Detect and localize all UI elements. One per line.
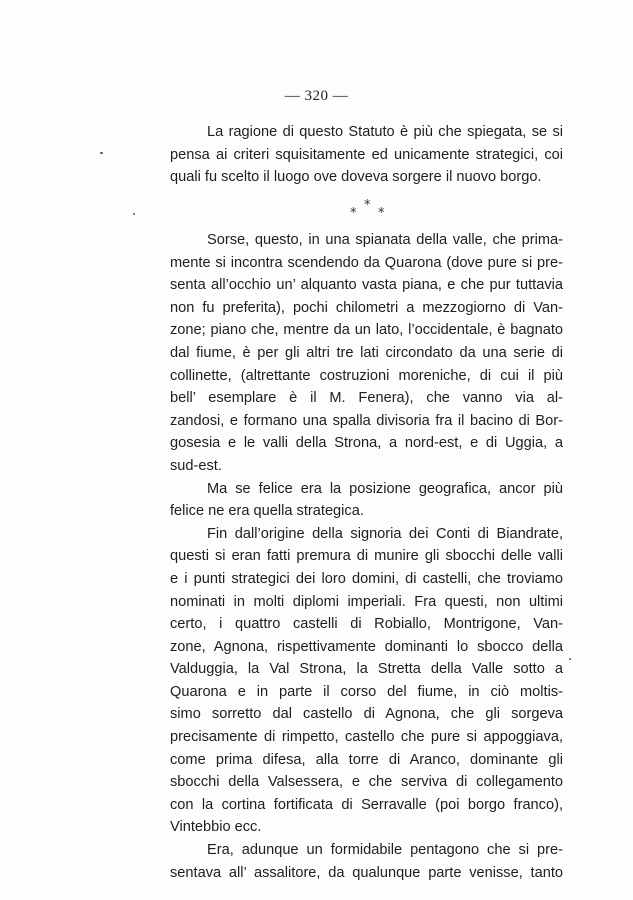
separator-star: * <box>350 206 357 221</box>
scan-speck <box>133 213 135 215</box>
text-line: dal fiume, è per gli altri tre lati circondato da una serie di <box>170 344 563 361</box>
paragraph-castelli <box>170 523 563 839</box>
text-line: quali fu scelto il luogo ove doveva sorgere il nuovo borgo. <box>170 169 542 186</box>
text-line: sud-est. <box>170 457 222 474</box>
main-text <box>170 229 563 884</box>
text-line: collinette, (altrettante costruzioni moreniche, di cui il più <box>170 367 563 384</box>
text-line: e i punti strategici dei loro domini, di castelli, che troviamo <box>170 570 563 587</box>
text-line: bell’ esemplare è il M. Fenera), che vanno via al- <box>170 390 563 407</box>
text-line: sentava all’ assalitore, da qualunque parte venisse, tanto <box>170 864 563 881</box>
text-line: Vintebbio ecc. <box>170 819 262 836</box>
text-line: con la cortina fortificata di Serravalle (poi borgo franco), <box>170 796 563 813</box>
text-line: Quarona e in parte il corso del fiume, in ciò moltis- <box>170 683 563 700</box>
paragraph-posizione <box>170 478 563 523</box>
text-line: certo, i quattro castelli di Robiallo, Montrigone, Van- <box>170 616 563 633</box>
page-number <box>0 88 633 105</box>
text-line: Fin dall’origine della signoria dei Conti di Biandrate, <box>207 525 563 542</box>
text-line: come prima difesa, alla torre di Aranco, dominante gli <box>170 751 563 768</box>
paragraph-statuto <box>170 121 563 189</box>
text-line: felice ne era quella strategica. <box>170 503 364 520</box>
text-line: mente si incontra scendendo da Quarona (dove pure si pre- <box>170 254 563 271</box>
scan-speck <box>100 152 103 154</box>
separator-star: * <box>364 198 371 213</box>
text-line: zone; piano che, mentre da un lato, l’occidentale, è bagnato <box>170 322 563 339</box>
scan-speck <box>569 658 571 660</box>
text-line: La ragione di questo Statuto è più che spiegata, se si <box>207 124 563 140</box>
text-line: sbocchi della Valsessera, e che serviva di collegamento <box>170 774 563 791</box>
text-line: Era, adunque un formidabile pentagono che si pre- <box>207 842 563 859</box>
text-line: nominati in molti diplomi imperiali. Fra questi, non ultimi <box>170 593 563 610</box>
paragraph-pentagono <box>170 839 563 884</box>
text-line: precisamente di rimpetto, castello che pure si appoggiava, <box>170 729 563 746</box>
page-number-text: — 320 — <box>284 88 349 104</box>
text-line: Sorse, questo, in una spianata della valle, che prima- <box>207 232 563 248</box>
text-line: zone, Agnona, rispettivamente dominanti lo sbocco della <box>170 638 563 655</box>
text-line: Valduggia, la Val Strona, la Stretta della Valle sotto a <box>170 661 563 678</box>
text-line: simo sorretto dal castello di Agnona, che gli sorgeva <box>170 706 563 723</box>
text-line: non fu preferita), pochi chilometri a mezzogiorno di Van- <box>170 299 563 316</box>
text-line: gosesia e le valli della Strona, a nord-est, e di Uggia, a <box>170 435 563 452</box>
text-line: questi si eran fatti premura di munire gli sbocchi delle valli <box>170 548 563 565</box>
text-line: senta all’occhio un’ alquanto vasta piana, e che pur tuttavia <box>170 277 563 294</box>
separator-star: * <box>378 206 385 221</box>
text-line: pensa ai criteri squisitamente ed unicamente strategici, coi <box>170 146 563 163</box>
text-line: Ma se felice era la posizione geografica, ancor più <box>207 480 563 497</box>
paragraph-sorse <box>170 229 563 478</box>
text-line: zandosi, e formano una spalla divisoria fra il bacino di Bor- <box>170 412 563 429</box>
